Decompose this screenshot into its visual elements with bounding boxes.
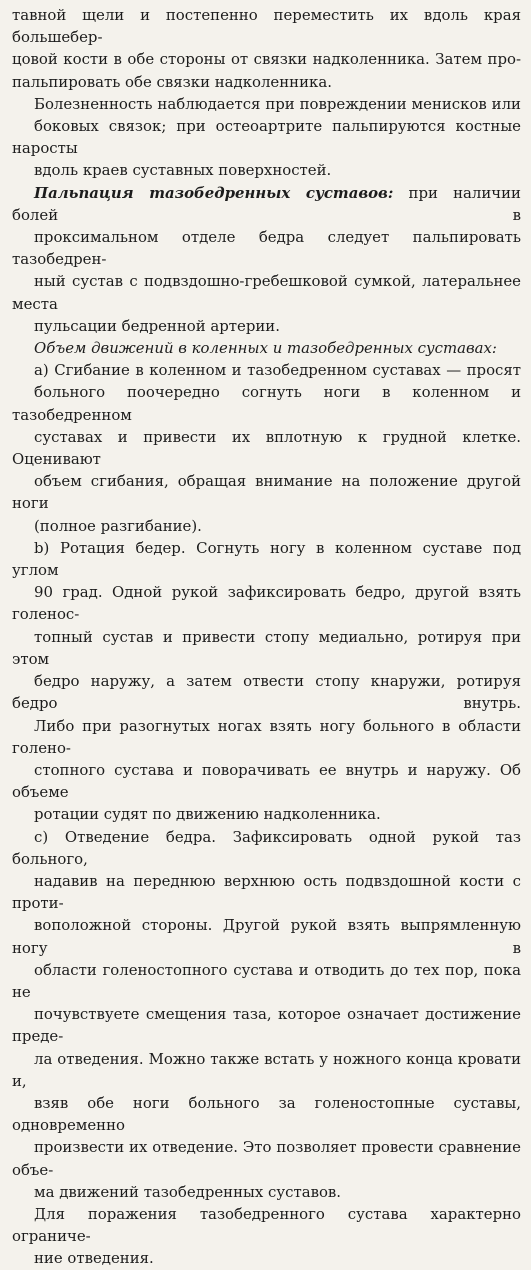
text-line: вдоль краев суставных поверхностей. xyxy=(34,161,332,180)
text-line: Для поражения тазобедренного сустава характерно ограниче- xyxy=(12,1204,521,1246)
hip-palpation-heading: Пальпация тазобедренных суставов: xyxy=(34,183,394,202)
text-line: боковых связок; при остеоартрите пальпируются костные наросты xyxy=(12,117,521,158)
text-line: Либо при разогнутых ногах взять ногу больного в области голено- xyxy=(12,716,521,757)
paragraph-soreness xyxy=(12,93,521,182)
text-line: произвести их отведение. Это позволяет провести сравнение объе- xyxy=(12,1138,521,1179)
text-line xyxy=(12,182,521,226)
text-line: надавив на переднюю верхнюю ость подвздошной кости с проти- xyxy=(12,871,521,913)
text-line: области голеностопного сустава и отводить до тех пор, пока не xyxy=(12,960,521,1001)
text-line: больного поочередно согнуть ноги в коленном и тазобедренном xyxy=(12,383,521,424)
text-line: проксимальном отделе бедра следует пальпировать тазобедрен- xyxy=(12,228,521,269)
paragraph-conclusion xyxy=(12,1203,521,1270)
paragraph-abduction xyxy=(12,826,521,1203)
text-line: топный сустав и привести стопу медиально, ротируя при этом xyxy=(12,627,521,668)
text-line: бедро наружу, а затем отвести стопу кнаружи, ротируя бедро внутрь. xyxy=(12,672,521,713)
text-line: ротации судят по движению надколенника. xyxy=(34,805,381,824)
paragraph-flexion xyxy=(12,359,521,537)
text-line: b) Ротация бедер. Согнуть ногу в коленном суставе под углом xyxy=(12,538,521,580)
paragraph-rotation xyxy=(12,537,521,826)
section-heading: Объем движений в коленных и тазобедренных суставах: xyxy=(34,339,497,358)
text-line: почувствуете смещения таза, которое означает достижение преде- xyxy=(12,1005,521,1046)
text-line: (полное разгибание). xyxy=(34,516,202,535)
text-line: 90 град. Одной рукой зафиксировать бедро, другой взять голенос- xyxy=(12,583,521,624)
text-line: ние отведения. xyxy=(34,1249,154,1268)
text-line: пальпировать обе связки надколенника. xyxy=(12,72,332,91)
text-line: цовой кости в обе стороны от связки надколенника. Затем про- xyxy=(12,50,521,69)
text-line: взяв обе ноги больного за голеностопные суставы, одновременно xyxy=(12,1093,521,1135)
text-line: пульсации бедренной артерии. xyxy=(34,316,280,335)
text-line: c) Отведение бедра. Зафиксировать одной рукой таз больного, xyxy=(12,827,521,868)
text-line: тавной щели и постепенно переместить их вдоль края большебер- xyxy=(12,6,521,47)
paragraph-continued xyxy=(12,4,521,93)
text-line: Болезненность наблюдается при повреждении менисков или xyxy=(34,94,521,113)
range-of-motion-heading xyxy=(12,337,521,359)
text-line: ма движений тазобедренных суставов. xyxy=(34,1182,342,1201)
text-line: суставах и привести их вплотную к грудной клетке. Оценивают xyxy=(12,427,521,469)
text-line: а) Сгибание в коленном и тазобедренном суставах — просят xyxy=(34,361,521,380)
paragraph-hip-palpation xyxy=(12,182,521,337)
text-line: воположной стороны. Другой рукой взять выпрямленную ногу в xyxy=(12,916,521,957)
text-fragment: при наличии болей в xyxy=(12,183,521,224)
text-line: стопного сустава и поворачивать ее внутрь и наружу. Об объеме xyxy=(12,760,521,802)
text-line: объем сгибания, обращая внимание на положение другой ноги xyxy=(12,472,521,513)
text-line: ла отведения. Можно также встать у ножного конца кровати и, xyxy=(12,1049,521,1090)
text-line: ный сустав с подвздошно-гребешковой сумкой, латеральнее места xyxy=(12,272,521,313)
